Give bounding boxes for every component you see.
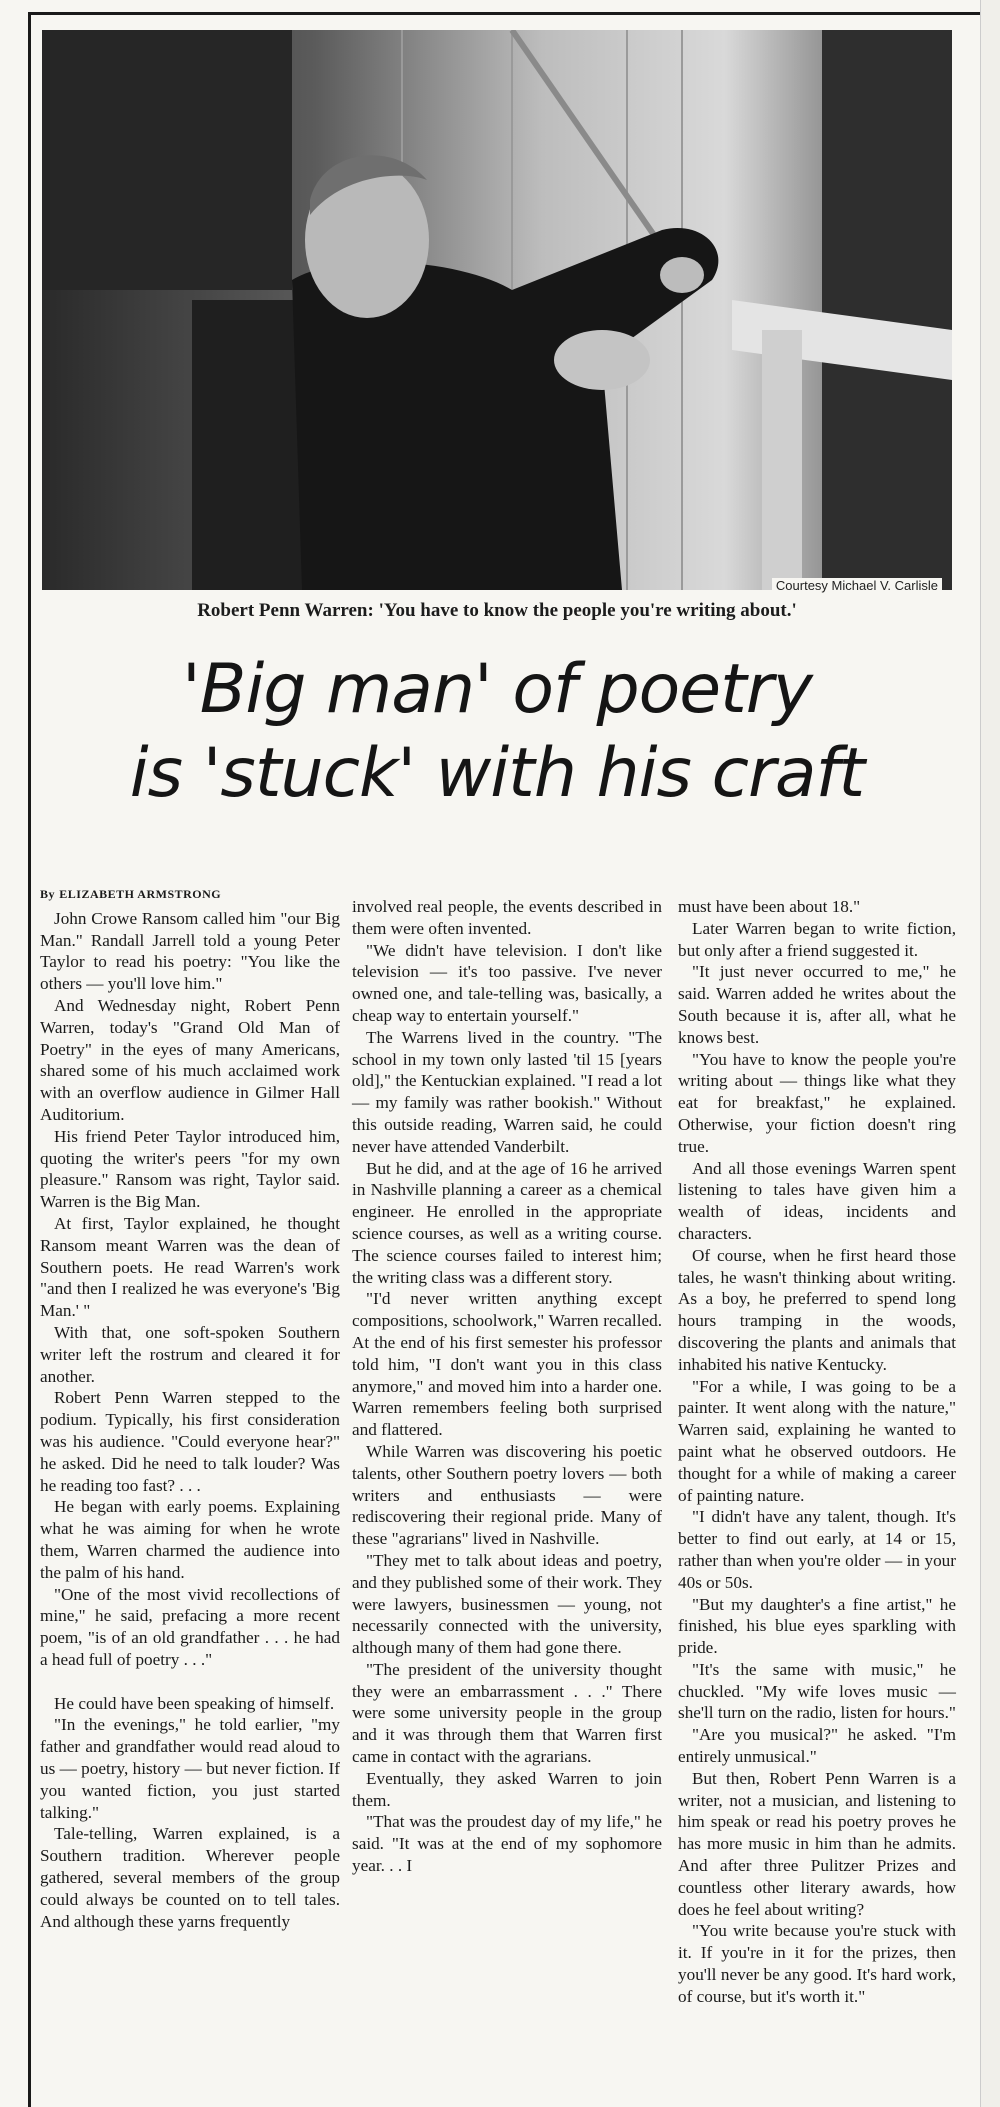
paragraph: "I'd never written anything except compositions, schoolwork," Warren recalled. At the end of his first semester his professor told him, "I don't want you in this class anymore," and moved him into a harder one. Warren remembers feeling both surprised and flattered. — [352, 1289, 662, 1440]
paragraph: "It's the same with music," he chuckled. "My wife loves music — she'll turn on the radio, listen for hours." — [678, 1659, 956, 1723]
paragraph: Robert Penn Warren stepped to the podium. Typically, his first consideration was his audience. "Could everyone hear?" he asked. Did he need to talk louder? Was he reading too fast? . . . — [40, 1388, 340, 1495]
paragraph: But then, Robert Penn Warren is a writer, not a musician, and listening to him speak or read his poetry proves he has more music in him than he admits. And after three Pulitzer Prizes and countless other literary awards, how does he feel about writing? — [678, 1768, 956, 1919]
byline-prefix: By — [40, 887, 56, 901]
paragraph: At first, Taylor explained, he thought Ransom meant Warren was the dean of Southern poets. He read Warren's work "and then I realized he was everyone's 'Big Man.' " — [40, 1213, 340, 1321]
paragraph: "You write because you're stuck with it. If you're in it for the prizes, then you'll never be any good. It's hard work, of course, but it's worth it." — [678, 1921, 956, 2006]
paragraph: But he did, and at the age of 16 he arrived in Nashville planning a career as a chemical engineer. He enrolled in the appropriate science courses, as well as a writing course. The science courses failed to interest him; the writing class was a different story. — [352, 1158, 662, 1287]
paragraph: "But my daughter's a fine artist," he finished, his blue eyes sparkling with pride. — [678, 1594, 956, 1658]
adjacent-article-edge — [980, 0, 1000, 2107]
paragraph: "They met to talk about ideas and poetry, and they published some of their work. They were lawyers, businessmen — young, not necessarily connected with the university, although many of them had gone there. — [352, 1550, 662, 1658]
article-column-1 — [40, 884, 340, 1932]
paragraph: Eventually, they asked Warren to join them. — [352, 1768, 662, 1810]
article-column-3 — [678, 896, 956, 2008]
headline-line-1: 'Big man' of poetry — [182, 650, 812, 729]
paragraph: "Are you musical?" he asked. "I'm entirely unmusical." — [678, 1725, 956, 1767]
paragraph: involved real people, the events described in them were often invented. — [352, 897, 662, 938]
photo-caption: Robert Penn Warren: 'You have to know the people you're writing about.' — [197, 600, 797, 621]
paragraph: "You have to know the people you're writing about — things like what they eat for breakfast," he explained. Otherwise, your fiction doesn't ring true. — [678, 1049, 956, 1156]
paragraph: "In the evenings," he told earlier, "my father and grandfather would read aloud to us — poetry, history — but never fiction. If you wanted fiction, you just started talking." — [40, 1715, 340, 1822]
paragraph: Of course, when he first heard those tales, he wasn't thinking about writing. As a boy, he preferred to spend long hours tramping in the woods, discovering the plants and animals that inhabited his native Kentucky. — [678, 1245, 956, 1374]
paragraph: He could have been speaking of himself. — [54, 1693, 335, 1713]
paragraph: "That was the proudest day of my life," he said. "It was at the end of my sophomore year. . . I — [352, 1812, 662, 1876]
byline-author: ELIZABETH ARMSTRONG — [59, 887, 222, 901]
paragraph: He began with early poems. Explaining what he was aiming for when he wrote them, Warren charmed the audience into the palm of his hand. — [40, 1497, 340, 1582]
paragraph: "One of the most vivid recollections of mine," he said, prefacing a more recent poem, "is of an old grandfather . . . he had a head full of poetry . . ." — [40, 1584, 340, 1669]
paragraph: The Warrens lived in the country. "The school in my town only lasted 'til 15 [years old]," the Kentuckian explained. "I read a lot — my family was rather bookish." Without this outside reading, Warren said, he could never have attended Vanderbilt. — [352, 1027, 662, 1156]
paragraph: Later Warren began to write fiction, but only after a friend suggested it. — [678, 918, 956, 960]
author-photo — [42, 30, 952, 590]
paragraph: With that, one soft-spoken Southern writer left the rostrum and cleared it for another. — [40, 1322, 340, 1386]
headline-line-2: is 'stuck' with his craft — [129, 734, 865, 813]
spacer — [40, 1671, 340, 1693]
byline — [40, 884, 340, 906]
paragraph: "For a while, I was going to be a painter. It went along with the nature," Warren said, explaining he wanted to paint what he observed outdoors. He thought for a while of making a career of painting nature. — [678, 1376, 956, 1505]
paragraph: must have been about 18." — [678, 897, 861, 916]
paragraph: "I didn't have any talent, though. It's better to find out early, at 14 or 15, rather than when you're older — in your 40s or 50s. — [678, 1507, 956, 1592]
paragraph: "The president of the university thought they were an embarrassment . . ." There were some university people in the group and it was through them that Warren first came in contact with the agrarians. — [352, 1659, 662, 1767]
paragraph: Tale-telling, Warren explained, is a Southern tradition. Wherever people gathered, several members of the group could always be counted on to tell tales. And although these yarns frequently — [40, 1824, 340, 1931]
paragraph: While Warren was discovering his poetic talents, other Southern poetry lovers — both writers and enthusiasts — were rediscovering their regional pride. Many of these "agrarians" lived in Nashville. — [352, 1441, 662, 1549]
paragraph: And Wednesday night, Robert Penn Warren, today's "Grand Old Man of Poetry" in the eyes of many Americans, shared some of his much acclaimed work with an overflow audience in Gilmer Hall Auditorium. — [40, 995, 340, 1124]
paragraph: "We didn't have television. I don't like television — it's too passive. I've never owned one, and tale-telling was, basically, a cheap way to entertain yourself." — [352, 940, 662, 1025]
paragraph: His friend Peter Taylor introduced him, quoting the writer's peers "for my own pleasure." Ransom was right, Taylor said. Warren is the Big Man. — [40, 1126, 340, 1212]
paragraph: "It just never occurred to me," he said. Warren added he writes about the South because it is, after all, what he knows best. — [678, 962, 956, 1047]
headline — [42, 648, 952, 816]
paragraph: And all those evenings Warren spent listening to tales have given him a wealth of ideas, incidents and characters. — [678, 1158, 956, 1243]
paragraph: John Crowe Ransom called him "our Big Man." Randall Jarrell told a young Peter Taylor to read his poetry: "You like the others — you'll love him." — [40, 908, 340, 994]
article-column-2 — [352, 896, 662, 1877]
photo-credit: Courtesy Michael V. Carlisle — [772, 578, 942, 593]
